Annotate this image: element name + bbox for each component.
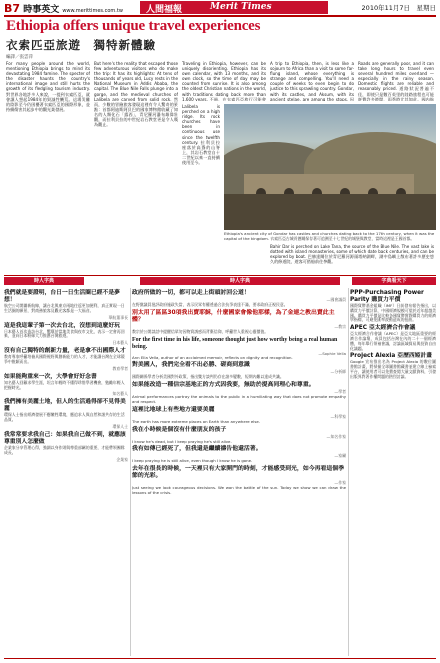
people-source: —國會議員 <box>326 297 346 302</box>
section-label-glossary: 字典看天下 <box>352 277 436 285</box>
lead-headline-zh: 衣索匹亞旅遊 獨特新體驗 <box>6 38 156 52</box>
glossary-body: 亞太經濟合作會議（APEC）是亞太地區重要的經濟合作論壇，成員包括台灣在內的二十一個經濟體，每年舉行領袖會議，討論區域貿易與投資自由化議題。 <box>350 331 436 351</box>
quote-item <box>4 323 128 347</box>
lead-column-3b: Lalibela is perched on a high ridge. Its rock churches have been in continuous use since the twelfth century. 拉利貝拉座落於高聳的山脊上，其岩石教堂自十二世紀以來一直持續使用至今。 <box>182 104 220 166</box>
logo-en: Merit Times <box>210 2 272 12</box>
page-number: B7 <box>4 2 21 15</box>
people-item <box>132 446 346 464</box>
lead-column-5: Roads are generally poor, and it can take long hours to travel even several hundred miles overland — especially in the rainy season. Domestic flights are reliable and reasonably priced. 道路狀況普遍不佳，即使只是數百英里的陸路旅程也可能耗費許多時間，雨季時尤其如此。國內航 <box>358 61 434 101</box>
people-body: Ann Ella Vella, author of an acclaimed memoir, reflects on dignity and recognition. <box>132 354 293 360</box>
page-header <box>4 2 123 15</box>
people-source: —Sophie Vella <box>318 350 346 356</box>
people-item <box>132 466 346 496</box>
people-body: Just seeing we look courageous decisions. We won the battle of the sun. Today we show we can draw the lessons of the crisis. <box>132 485 346 495</box>
people-headline: For the first time in his life, someone thought just how worthy being a real human being. <box>132 336 338 350</box>
section-label-people: 時人字典 <box>140 277 340 285</box>
quote-item <box>4 374 128 398</box>
lead-column-1: For many people around the world, mentioning Ethiopia brings to mind its devastating 1984 famine. The specter of the disaster haunts the country's international image and still hurts the growth of its fledgling tourism industry. 對世界各地許多人來說，一提到衣索匹亞，就會讓人想起1984年的毀滅性饑荒。這場災難的陰影至今仍困擾著衣索匹亞的國際形象，並持續傷害其起步中的觀光業發展。 <box>6 61 90 112</box>
glossary-term: Project Alexia 亞歷西婭計畫 <box>350 353 433 360</box>
quote-source: 知名藝人 <box>112 391 128 397</box>
people-headline: 這裡比地球上有些地方還要美麗 <box>132 406 215 413</box>
lead-column-7: Bahir Dar is perched on Lake Tana, the source of the Blue Nile. The vast lake is dotted with island monasteries, some of which date back centuries, and can be explored by boat. 巴赫達爾位於青尼羅河源頭塔納湖畔，湖中島嶼上散布著許多歷史悠久的修道院，遊客可搭船前往參觀。 <box>270 244 434 265</box>
quote-item <box>4 432 128 463</box>
people-body: I keep praying he is still alive, even though I know he is gone. <box>132 458 253 464</box>
glossary-item <box>350 290 436 323</box>
lead-column-3: Traveling in Ethiopia, however, can be uniquely disorienting. Ethiopia has its own calendar, with 13 months, and its own clock, so the time of day may be counted from sunrise. It is also among the oldest Christian nations in the world, with traditions dating back more than 1,600 years. 不過，在衣索匹亞旅行可能會 <box>182 61 266 101</box>
lead-headline-en: Ethiopia offers unique travel experiences <box>6 18 261 34</box>
column-divider <box>348 288 349 656</box>
quote-source: 華航董事長 <box>108 314 128 320</box>
quote-headline: 沒有自己獨特的創新力量，老是拿不出國際人才 <box>4 348 126 355</box>
quote-item <box>4 348 128 372</box>
section-label-quotes: 時人字典 <box>4 277 84 285</box>
people-body: 國際關係學者分析美國對外政策，指出雙方談判仍存在諸多變數，短期內難以達成共識。 <box>132 374 284 380</box>
quote-source: 企業家 <box>116 456 128 462</box>
issue-date: 2010年11月7日 星期日 <box>361 4 436 12</box>
people-source: —家屬 <box>334 453 346 459</box>
people-source: —知名作家 <box>326 433 346 439</box>
quote-item <box>4 290 128 321</box>
people-body: I know he's dead, but I keep praying he's still alive. <box>132 438 232 444</box>
people-item <box>132 407 346 425</box>
photo-caption: Ethiopia's ancient city of Gondar has castles and churches dating back to the 17th century, when it was the capital of the kingdom. 衣索匹亞古城貢德爾保存著可追溯至十七世紀的城堡與教堂，當時這裡是王國首都。 <box>224 231 435 241</box>
people-column <box>132 288 346 658</box>
people-item <box>132 362 346 380</box>
glossary-term: APEC 亞太經濟合作會議 <box>350 325 416 332</box>
people-headline: 政府所做的一切，都可以走上街頭討回公道！ <box>132 290 250 296</box>
quote-body: 企業家分享管理心得，強調以身作則與尊重部屬的重要，才能帶領團隊成長。 <box>4 444 125 455</box>
quote-source: 環保人士 <box>112 423 128 429</box>
quote-headline: 如果能夠重來一次，大學會好好念書 <box>4 373 97 380</box>
people-item <box>132 337 346 361</box>
people-source: —教宗 <box>334 323 346 329</box>
people-body: Animal performances portray the animals to the public in a humiliating way that does not promote empathy and respect. <box>132 394 346 404</box>
glossary-body: 國際貨幣基金組織（IMF）日前發布報告指出，以購買力平價計算，中國經濟規模可望於近年超越美國。購買力平價是比較各國貨幣實際購買力的經濟學指標，可避免匯率波動造成的扭曲。 <box>350 303 436 323</box>
lead-column-2: But here's the reality that escaped those few adventurous visitors who do make the trip: It has its highlights: At tens of thousands of years old, Lucy rests in the National Museum in Addis Ababa, the capital. The Blue Nile Falls plunge into a gorge, and the medieval churches of Lalibela are carved from solid rock. 然而，少數的冒險旅客發現這裡有令人驚奇的景點：首都阿迪斯阿貝巴的國家博物館收藏了知名的人類化石「露西」，青尼羅河瀑布雄偉壯觀，而拉利貝拉的中世紀岩石教堂更是令人嘆為觀止。 <box>94 61 178 128</box>
glossary-column <box>350 288 436 658</box>
quotes-column <box>4 288 128 658</box>
quote-headline: 我們擁有美麗土地，但人的生活過得卻不見得美麗 <box>4 399 126 413</box>
footer-divider <box>4 658 436 659</box>
people-source: —作家 <box>334 480 346 486</box>
column-divider <box>130 288 131 656</box>
people-source: —學者 <box>334 389 346 395</box>
lead-byline: 編譯／張雲萍 <box>6 55 33 60</box>
quote-headline: 這是我這輩子第一次去台北，沒想到這麼好玩 <box>4 322 120 329</box>
quote-headline: 我們就是要證明，台日一日生活圈已經不是夢想！ <box>4 290 120 303</box>
lead-column-4: A trip to Ethiopia, then, is less like a sojourn to Africa than a visit to some far-flung island, whose everything is strange and compelling. You'll need a couple of weeks to even begin to do justice to this sprawling country. Gondar, with its castles, and Aksum, with its ancient stelae, are among the stops. 因 <box>270 61 354 101</box>
site-url: www.merittimes.com.tw <box>62 8 123 14</box>
people-source: —科學家 <box>330 413 346 419</box>
quote-item <box>4 399 128 430</box>
quote-headline: 我常常要求我自己：如果我自己做不到，就應該尊重別人怎麼做 <box>4 431 126 445</box>
people-headline: 我有如傳已經死了，但我還是繼續禱告他還活著。 <box>132 446 262 453</box>
logo-cn: 人間福報 <box>146 5 183 15</box>
quote-body: 教育專家呼籲培養具國際視野與創新能力的人才，才能讓台灣在全球競爭中脫穎而出。 <box>4 354 125 364</box>
people-item <box>132 290 346 308</box>
quote-body: 日本藝人首次造訪台北，驚嘆於當地美食與夜市文化，表示一定會再回來，並向日本粉絲大力推薦台灣旅遊。 <box>4 328 125 339</box>
people-body: The earth has more extreme places on Earth than anywhere else. <box>132 418 261 424</box>
section-divider <box>4 275 436 276</box>
people-item <box>132 427 346 445</box>
quote-body: 環保人士指出經濟發展不應犧牲環境，應追求人與自然和諧共存的生活品質。 <box>4 412 125 423</box>
quote-source: 日本藝人 <box>112 340 128 346</box>
logo <box>140 1 328 14</box>
glossary-item <box>350 353 436 379</box>
people-headline: 我在小時候是個沒有什麼朋友的孩子 <box>132 426 227 433</box>
people-headline: 如果能改造一種信宗基地正的方式因我要，無助於提高同理心和尊重。 <box>132 382 315 389</box>
quote-body: 知名藝人回顧求學生涯，坦言年輕時不懂得珍惜學習機會，勉勵年輕人把握時光。 <box>4 379 125 390</box>
glossary-term: PPP-Purchasing Power Parity 購買力平價 <box>350 290 424 303</box>
people-headline: 別太用了區區30項我出賣耶穌，什麼國家會像他那樣，為了金連之教出賣此主體？ <box>132 309 335 323</box>
people-item <box>132 310 346 335</box>
quote-source: 教育學者 <box>112 365 128 371</box>
glossary-body: Google 宣布推出名為 Project Alexia 的數位圖書館計畫，將掃描全球圖書館藏書並建立線上檢索平台，讓使用者可以免費查閱大量文獻資料，引發出版界對著作權問題的熱烈討論。 <box>350 359 436 379</box>
header-divider <box>4 15 436 17</box>
lead-photo <box>224 104 436 230</box>
glossary-item <box>350 325 436 351</box>
people-body: 教宗於公開談話中提醒信眾勿因物質誘惑而背棄信仰，呼籲世人重視心靈價值。 <box>132 328 269 334</box>
quote-body: 航空公司開闢新航線，讓台北與東京兩地往返更加便利，真正實現一日生活圈的願景，對商務旅客及觀光客都是一大福音。 <box>4 303 125 313</box>
people-source: —分析師 <box>330 369 346 375</box>
people-item <box>132 382 346 405</box>
people-headline: 對美國人，我們完全看不出必勝、磋商到意識 <box>132 362 250 369</box>
people-headline: 去年在很長的時候，一天裡只有大家開門的時刻，才能感受到光，如今再看這個季節的光彩。 <box>132 466 345 480</box>
masthead <box>0 0 440 16</box>
people-body: 在野黨議員批評政府施政失當，表示民眾有權透過合法抗爭表達不滿，要求政府正視民意。 <box>132 302 288 307</box>
section-title: 時事英文 <box>23 5 60 15</box>
